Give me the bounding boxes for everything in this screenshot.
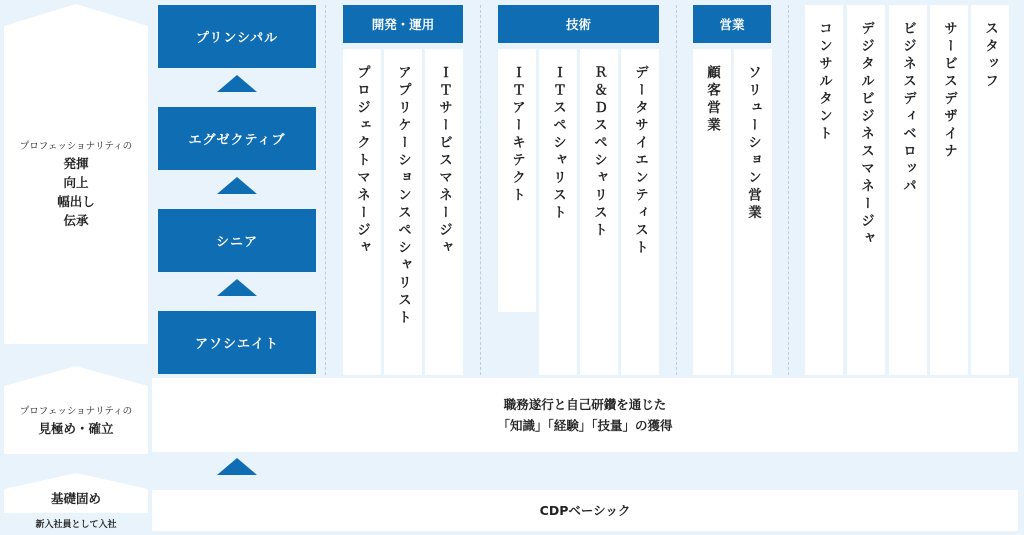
- left-middle-arrow-panel: [4, 366, 148, 454]
- stage-arrow-5: [217, 458, 257, 475]
- group-divider: [325, 5, 326, 375]
- job-label: デジタルビジネスマネージャ: [858, 21, 874, 249]
- job-label: スタッフ: [982, 21, 998, 91]
- job-column-solution-sales: [734, 49, 772, 375]
- group-divider: [480, 5, 481, 375]
- stage-arrow-3: [217, 279, 257, 296]
- job-label: アプリケーションスペシャリスト: [395, 65, 411, 328]
- job-column-application-specialist: [384, 49, 422, 375]
- job-label: ＩＴアーキテクト: [509, 65, 525, 205]
- left-top-arrow-panel: [4, 4, 148, 344]
- job-label: データサイエンティスト: [632, 65, 648, 258]
- job-label: ビジネスディベロッパ: [900, 21, 916, 196]
- left-middle-title: 見極め・確立: [38, 420, 114, 436]
- job-column-data-scientist: [621, 49, 659, 375]
- job-label: サービスデザイナ: [941, 21, 957, 161]
- job-label: ソリューション営業: [745, 65, 761, 223]
- job-label: ＩＴスペシャリスト: [550, 65, 566, 223]
- stage-senior: シニア: [158, 209, 316, 272]
- bottom-band-label: CDPベーシック: [539, 503, 631, 518]
- middle-band-line-1: 職務遂行と自己研鑽を通じた: [503, 397, 667, 412]
- group-divider: [676, 5, 677, 375]
- job-column-it-service-manager: [425, 49, 463, 375]
- left-top-line-3: 幅出し: [57, 194, 95, 209]
- group-header-technology: 技術: [498, 5, 659, 43]
- job-label: Ｒ＆Ｄスペシャリスト: [591, 65, 607, 240]
- stage-arrow-2: [217, 177, 257, 194]
- middle-band-line-2: 「知識」「経験」「技量」の獲得: [497, 418, 673, 433]
- stage-arrow-1: [217, 75, 257, 92]
- job-column-digital-business-manager: [847, 5, 885, 375]
- group-divider: [788, 5, 789, 375]
- stage-principal: プリンシパル: [158, 5, 316, 68]
- left-top-line-1: 発揮: [63, 156, 89, 171]
- group-header-dev-ops: 開発・運用: [343, 5, 463, 43]
- left-bottom-title: 基礎固め: [50, 491, 101, 506]
- left-middle-caption: プロフェッショナリティの: [19, 405, 133, 417]
- job-column-rd-specialist: [580, 49, 618, 375]
- job-label: コンサルタント: [816, 21, 832, 144]
- left-bottom-caption: 新入社員として入社: [35, 520, 117, 530]
- bottom-band-cdp-basic: [152, 490, 1018, 531]
- stage-associate: アソシエイト: [158, 311, 316, 374]
- job-column-client-sales: [693, 49, 731, 375]
- left-top-caption: プロフェッショナリティの: [19, 141, 133, 152]
- left-top-line-4: 伝承: [63, 213, 89, 228]
- job-label: プロジェクトマネージャ: [354, 65, 370, 258]
- job-label: 顧客営業: [704, 65, 720, 135]
- stage-executive: エグゼクティブ: [158, 107, 316, 170]
- left-top-line-2: 向上: [63, 175, 89, 190]
- job-column-business-developer: [889, 5, 927, 375]
- job-label: ＩＴサービスマネージャ: [436, 65, 452, 258]
- middle-band: [152, 378, 1018, 452]
- job-column-service-designer: [930, 5, 968, 375]
- job-column-it-specialist: [539, 49, 577, 375]
- job-column-it-architect: [498, 49, 536, 312]
- left-bottom-arrow-panel: [4, 473, 148, 533]
- job-column-project-manager: [343, 49, 381, 375]
- job-column-consultant: [805, 5, 843, 375]
- group-header-sales: 営業: [693, 5, 771, 43]
- job-column-staff: [971, 5, 1009, 375]
